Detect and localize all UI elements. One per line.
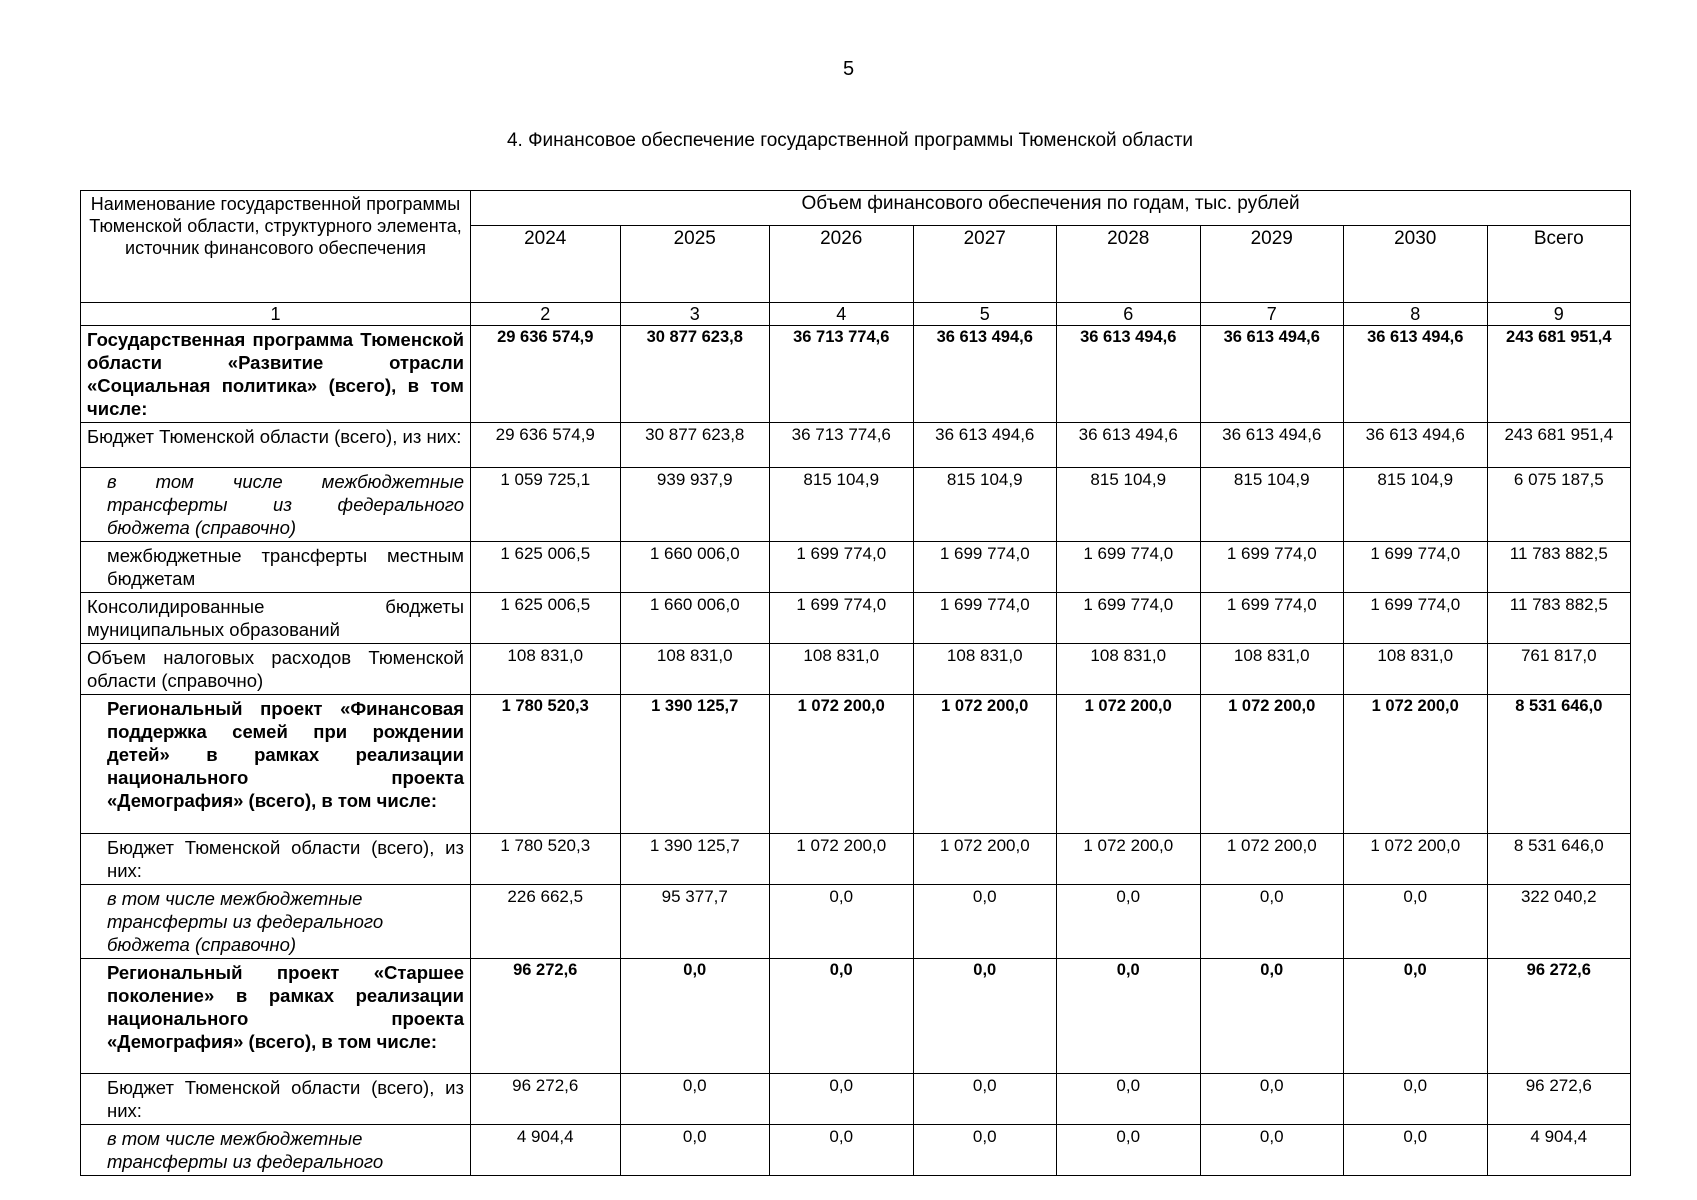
row-value: 36 613 494,6 <box>1344 423 1488 468</box>
row-value: 29 636 574,9 <box>471 326 621 423</box>
row-name: Государственная программа Тюменской области «Развитие отрасли «Социальная политика» (всего), в том числе: <box>81 326 471 423</box>
column-index: 8 <box>1344 303 1488 326</box>
row-value: 815 104,9 <box>1057 468 1201 542</box>
row-name: Региональный проект «Финансовая поддержка семей при рождении детей» в рамках реализации национального проекта «Демография» (всего), в том числе: <box>81 695 471 834</box>
row-value: 108 831,0 <box>620 644 770 695</box>
row-value: 0,0 <box>1344 885 1488 959</box>
row-value: 939 937,9 <box>620 468 770 542</box>
row-value: 36 713 774,6 <box>770 326 914 423</box>
row-name: Объем налоговых расходов Тюменской области (справочно) <box>81 644 471 695</box>
row-value: 1 072 200,0 <box>1344 695 1488 834</box>
row-value: 1 072 200,0 <box>770 695 914 834</box>
row-value: 95 377,7 <box>620 885 770 959</box>
row-value: 1 072 200,0 <box>1344 834 1488 885</box>
table-row <box>81 959 1631 1074</box>
row-value: 96 272,6 <box>1487 959 1631 1074</box>
row-value: 0,0 <box>770 959 914 1074</box>
row-value: 0,0 <box>1057 959 1201 1074</box>
year-header: 2027 <box>913 226 1057 303</box>
row-name: Консолидированные бюджеты муниципальных образований <box>81 593 471 644</box>
table-row <box>81 695 1631 834</box>
row-value: 1 660 006,0 <box>620 542 770 593</box>
row-value: 1 625 006,5 <box>471 542 621 593</box>
row-value: 36 613 494,6 <box>913 326 1057 423</box>
row-value: 0,0 <box>1057 1074 1201 1125</box>
row-value: 8 531 646,0 <box>1487 695 1631 834</box>
row-value: 243 681 951,4 <box>1487 326 1631 423</box>
row-value: 1 699 774,0 <box>1344 542 1488 593</box>
volume-column-header: Объем финансового обеспечения по годам, тыс. рублей <box>471 191 1631 226</box>
table-row <box>81 326 1631 423</box>
row-value: 0,0 <box>913 885 1057 959</box>
column-index: 5 <box>913 303 1057 326</box>
row-value: 0,0 <box>913 1074 1057 1125</box>
table-row <box>81 542 1631 593</box>
table-row <box>81 423 1631 468</box>
row-value: 36 613 494,6 <box>1344 326 1488 423</box>
row-value: 1 699 774,0 <box>770 542 914 593</box>
row-value: 36 613 494,6 <box>913 423 1057 468</box>
row-value: 0,0 <box>1344 1125 1488 1176</box>
row-value: 4 904,4 <box>471 1125 621 1176</box>
row-value: 36 613 494,6 <box>1057 326 1201 423</box>
row-value: 11 783 882,5 <box>1487 593 1631 644</box>
row-value: 0,0 <box>620 1125 770 1176</box>
row-value: 226 662,5 <box>471 885 621 959</box>
row-value: 108 831,0 <box>471 644 621 695</box>
row-value: 815 104,9 <box>913 468 1057 542</box>
row-value: 96 272,6 <box>471 959 621 1074</box>
row-value: 0,0 <box>1200 1074 1344 1125</box>
row-value: 1 072 200,0 <box>770 834 914 885</box>
row-value: 29 636 574,9 <box>471 423 621 468</box>
row-name: в том числе межбюджетные трансферты из федерального бюджета (справочно) <box>81 468 471 542</box>
row-value: 30 877 623,8 <box>620 326 770 423</box>
column-index: 1 <box>81 303 471 326</box>
total-header: Всего <box>1487 226 1631 303</box>
row-value: 0,0 <box>1344 1074 1488 1125</box>
row-value: 108 831,0 <box>770 644 914 695</box>
row-value: 1 699 774,0 <box>1200 593 1344 644</box>
row-value: 815 104,9 <box>770 468 914 542</box>
row-value: 322 040,2 <box>1487 885 1631 959</box>
row-value: 96 272,6 <box>471 1074 621 1125</box>
row-value: 1 780 520,3 <box>471 695 621 834</box>
row-name: в том числе межбюджетные трансферты из федерального бюджета (справочно) <box>81 885 471 959</box>
row-value: 1 390 125,7 <box>620 695 770 834</box>
row-value: 1 699 774,0 <box>1057 593 1201 644</box>
row-value: 0,0 <box>1057 1125 1201 1176</box>
column-index-row <box>81 303 1631 326</box>
row-value: 815 104,9 <box>1344 468 1488 542</box>
column-index: 4 <box>770 303 914 326</box>
row-value: 108 831,0 <box>1344 644 1488 695</box>
row-value: 1 072 200,0 <box>1200 695 1344 834</box>
row-value: 0,0 <box>913 1125 1057 1176</box>
row-value: 0,0 <box>913 959 1057 1074</box>
row-value: 36 613 494,6 <box>1057 423 1201 468</box>
table-row <box>81 1125 1631 1176</box>
row-name: Бюджет Тюменской области (всего), из них: <box>81 1074 471 1125</box>
row-value: 108 831,0 <box>1057 644 1201 695</box>
year-header: 2024 <box>471 226 621 303</box>
row-value: 243 681 951,4 <box>1487 423 1631 468</box>
row-value: 1 699 774,0 <box>913 542 1057 593</box>
row-value: 36 613 494,6 <box>1200 326 1344 423</box>
row-value: 1 660 006,0 <box>620 593 770 644</box>
column-index: 6 <box>1057 303 1201 326</box>
row-value: 1 699 774,0 <box>1200 542 1344 593</box>
row-value: 0,0 <box>1200 1125 1344 1176</box>
column-index: 9 <box>1487 303 1631 326</box>
row-value: 815 104,9 <box>1200 468 1344 542</box>
row-value: 0,0 <box>1344 959 1488 1074</box>
row-value: 1 625 006,5 <box>471 593 621 644</box>
row-value: 1 072 200,0 <box>1057 695 1201 834</box>
year-header: 2028 <box>1057 226 1201 303</box>
row-value: 0,0 <box>1200 885 1344 959</box>
row-value: 30 877 623,8 <box>620 423 770 468</box>
row-value: 1 072 200,0 <box>1057 834 1201 885</box>
row-value: 0,0 <box>1057 885 1201 959</box>
table-row <box>81 1074 1631 1125</box>
row-name: в том числе межбюджетные трансферты из федерального <box>81 1125 471 1176</box>
row-value: 1 390 125,7 <box>620 834 770 885</box>
row-value: 0,0 <box>620 959 770 1074</box>
section-title: 4. Финансовое обеспечение государственной программы Тюменской области <box>506 130 1194 151</box>
row-value: 1 072 200,0 <box>913 695 1057 834</box>
column-index: 7 <box>1200 303 1344 326</box>
row-value: 1 072 200,0 <box>1200 834 1344 885</box>
table-row <box>81 834 1631 885</box>
year-header: 2026 <box>770 226 914 303</box>
row-value: 1 072 200,0 <box>913 834 1057 885</box>
row-value: 0,0 <box>770 1074 914 1125</box>
table-row <box>81 644 1631 695</box>
row-value: 1 699 774,0 <box>1057 542 1201 593</box>
row-value: 36 713 774,6 <box>770 423 914 468</box>
year-header: 2029 <box>1200 226 1344 303</box>
row-value: 1 699 774,0 <box>1344 593 1488 644</box>
column-index: 2 <box>471 303 621 326</box>
row-value: 1 780 520,3 <box>471 834 621 885</box>
row-value: 0,0 <box>770 885 914 959</box>
row-value: 108 831,0 <box>913 644 1057 695</box>
financing-table <box>80 190 1631 1176</box>
row-value: 96 272,6 <box>1487 1074 1631 1125</box>
row-name: межбюджетные трансферты местным бюджетам <box>81 542 471 593</box>
row-value: 4 904,4 <box>1487 1125 1631 1176</box>
row-value: 0,0 <box>620 1074 770 1125</box>
name-column-header: Наименование государственной программы Тюменской области, структурного элемента, источник финансового обеспечения <box>81 191 471 303</box>
table-row <box>81 593 1631 644</box>
row-value: 8 531 646,0 <box>1487 834 1631 885</box>
row-value: 36 613 494,6 <box>1200 423 1344 468</box>
year-header: 2025 <box>620 226 770 303</box>
table-row <box>81 468 1631 542</box>
year-header: 2030 <box>1344 226 1488 303</box>
row-value: 108 831,0 <box>1200 644 1344 695</box>
row-value: 0,0 <box>1200 959 1344 1074</box>
page-number: 5 <box>842 58 855 80</box>
row-value: 761 817,0 <box>1487 644 1631 695</box>
row-name: Бюджет Тюменской области (всего), из них: <box>81 834 471 885</box>
column-index: 3 <box>620 303 770 326</box>
row-name: Региональный проект «Старшее поколение» в рамках реализации национального проекта «Демография» (всего), в том числе: <box>81 959 471 1074</box>
row-value: 6 075 187,5 <box>1487 468 1631 542</box>
row-value: 0,0 <box>770 1125 914 1176</box>
row-name: Бюджет Тюменской области (всего), из них: <box>81 423 471 468</box>
row-value: 11 783 882,5 <box>1487 542 1631 593</box>
row-value: 1 699 774,0 <box>770 593 914 644</box>
row-value: 1 699 774,0 <box>913 593 1057 644</box>
table-row <box>81 885 1631 959</box>
row-value: 1 059 725,1 <box>471 468 621 542</box>
